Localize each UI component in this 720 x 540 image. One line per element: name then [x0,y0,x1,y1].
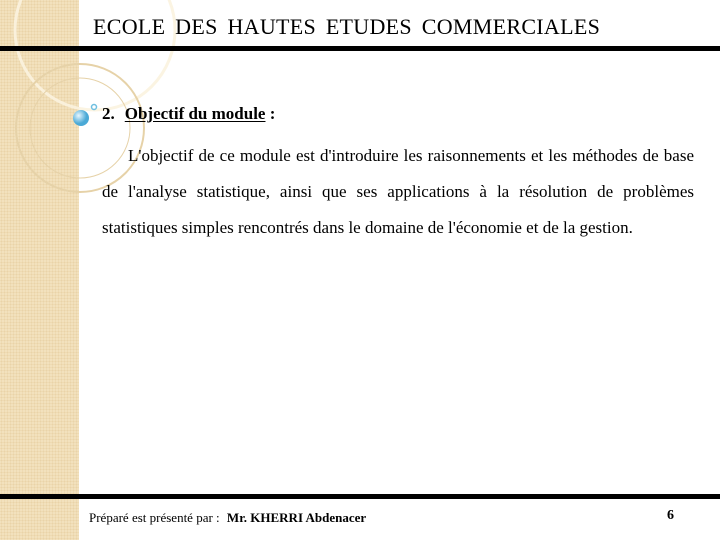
section-title: Objectif du module [124,104,266,123]
paragraph-text: L'objectif de ce module est d'introduire les raisonnements et les méthodes de base de l'analyse statistique, ainsi que ses applications à la résolution de problèmes statistiques simples rencontrés dans le domaine de l'économie et de la gestion. [102,146,694,237]
decorative-sidebar [0,0,79,540]
section-number: 2. [102,104,115,123]
prepared-by-label: Préparé est présenté par : [89,510,220,525]
small-bubble-icon [92,105,97,110]
section-heading [102,104,275,124]
section-suffix: : [265,104,276,123]
slide-title: ECOLE DES HAUTES ETUDES COMMERCIALES [93,14,601,39]
footer-rule [0,494,720,499]
page-number: 6 [667,508,674,523]
author-name: Mr. KHERRI Abdenacer [226,510,367,525]
header-rule [0,46,720,51]
footer [89,510,366,526]
section-paragraph [102,138,694,246]
